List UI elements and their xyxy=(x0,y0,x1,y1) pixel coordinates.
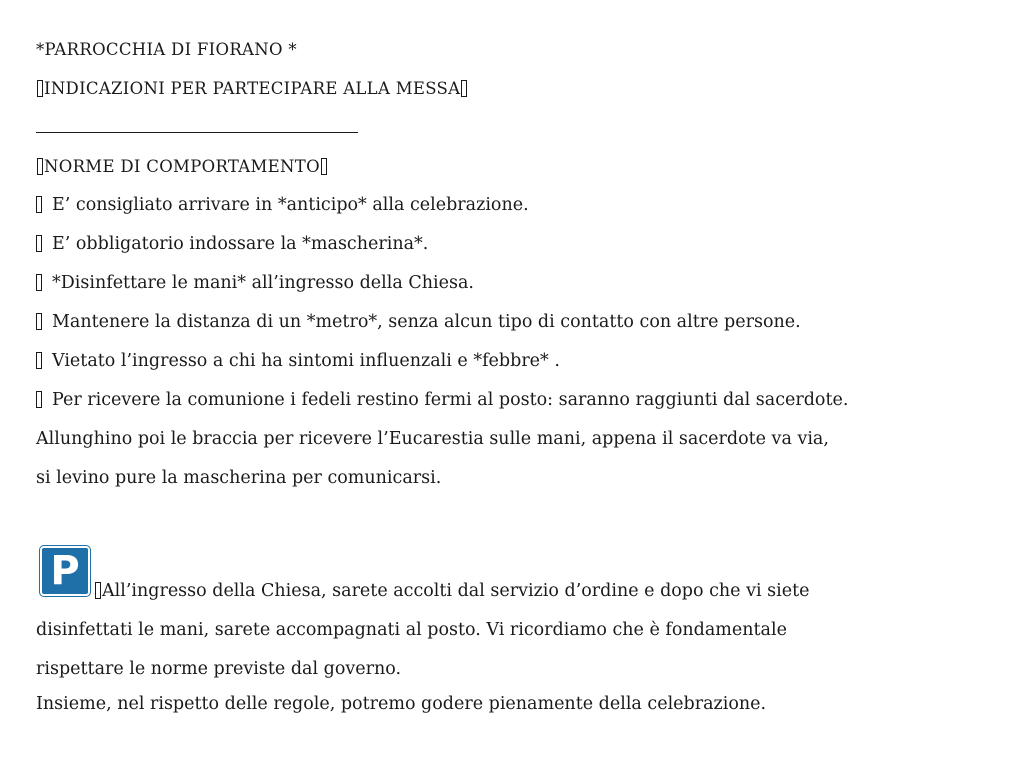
parking-text: disinfettati le mani, sarete accompagnati al posto. Vi ricordiamo che è fondamentale xyxy=(36,620,787,640)
norm-item-text: Mantenere la distanza di un *metro*, senza alcun tipo di contatto con altre persone. xyxy=(52,312,801,332)
norm-item xyxy=(36,186,1006,225)
norm-item xyxy=(36,381,1006,420)
parking-sign-letter: P xyxy=(50,548,80,594)
norm-item xyxy=(36,303,1006,342)
parking-paragraph-first-line xyxy=(36,548,1006,611)
missing-glyph-icon xyxy=(95,582,101,599)
missing-glyph-icon xyxy=(37,80,43,97)
norm-continuation-text: Allunghino poi le braccia per ricevere l’Eucarestia sulle mani, appena il sacerdote va via, xyxy=(36,429,829,449)
divider-line xyxy=(36,108,1006,147)
norm-item-text: E’ obbligatorio indossare la *mascherina*. xyxy=(52,234,429,254)
norm-item xyxy=(36,264,1006,303)
parking-paragraph-line xyxy=(36,611,1006,650)
norm-continuation-line xyxy=(36,459,1006,498)
closing-text: Insieme, nel rispetto delle regole, potremo godere pienamente della celebrazione. xyxy=(36,694,767,714)
bullet-icon xyxy=(36,391,42,408)
divider-rule xyxy=(36,132,358,133)
missing-glyph-icon xyxy=(37,158,43,175)
norm-continuation-line xyxy=(36,420,1006,459)
document-title-text: INDICAZIONI PER PARTECIPARE ALLA MESSA xyxy=(44,79,461,98)
norm-item-text: Vietato l’ingresso a chi ha sintomi influenzali e *febbre* . xyxy=(52,351,560,371)
norm-item xyxy=(36,225,1006,264)
section-spacer xyxy=(36,498,1006,572)
parish-name-text: *PARROCCHIA DI FIORANO * xyxy=(36,40,297,59)
parish-name xyxy=(36,30,1006,69)
missing-glyph-icon xyxy=(321,158,327,175)
norms-heading-text: NORME DI COMPORTAMENTO xyxy=(44,157,320,176)
norm-item xyxy=(36,342,1006,381)
bullet-icon xyxy=(36,352,42,369)
bullet-icon xyxy=(36,313,42,330)
norm-item-text: Per ricevere la comunione i fedeli restino fermi al posto: saranno raggiunti dal sacerdote. xyxy=(52,390,849,410)
bullet-icon xyxy=(36,196,42,213)
parking-paragraph-line xyxy=(36,650,1006,689)
document-title xyxy=(36,69,1006,108)
bullet-icon xyxy=(36,235,42,252)
parking-text-line xyxy=(94,572,809,611)
norms-heading xyxy=(36,147,1006,186)
document-page xyxy=(36,30,1006,719)
norm-item-text: E’ consigliato arrivare in *anticipo* alla celebrazione. xyxy=(52,195,529,215)
parking-text: rispettare le norme previste dal governo. xyxy=(36,659,402,679)
norm-item-text: *Disinfettare le mani* all’ingresso della Chiesa. xyxy=(52,273,474,293)
missing-glyph-icon xyxy=(461,80,467,97)
bullet-icon xyxy=(36,274,42,291)
closing-line xyxy=(36,689,1006,719)
parking-sign-icon xyxy=(40,546,90,596)
parking-text: All’ingresso della Chiesa, sarete accolti dal servizio d’ordine e dopo che vi siete xyxy=(102,581,810,601)
norm-continuation-text: si levino pure la mascherina per comunicarsi. xyxy=(36,468,442,488)
